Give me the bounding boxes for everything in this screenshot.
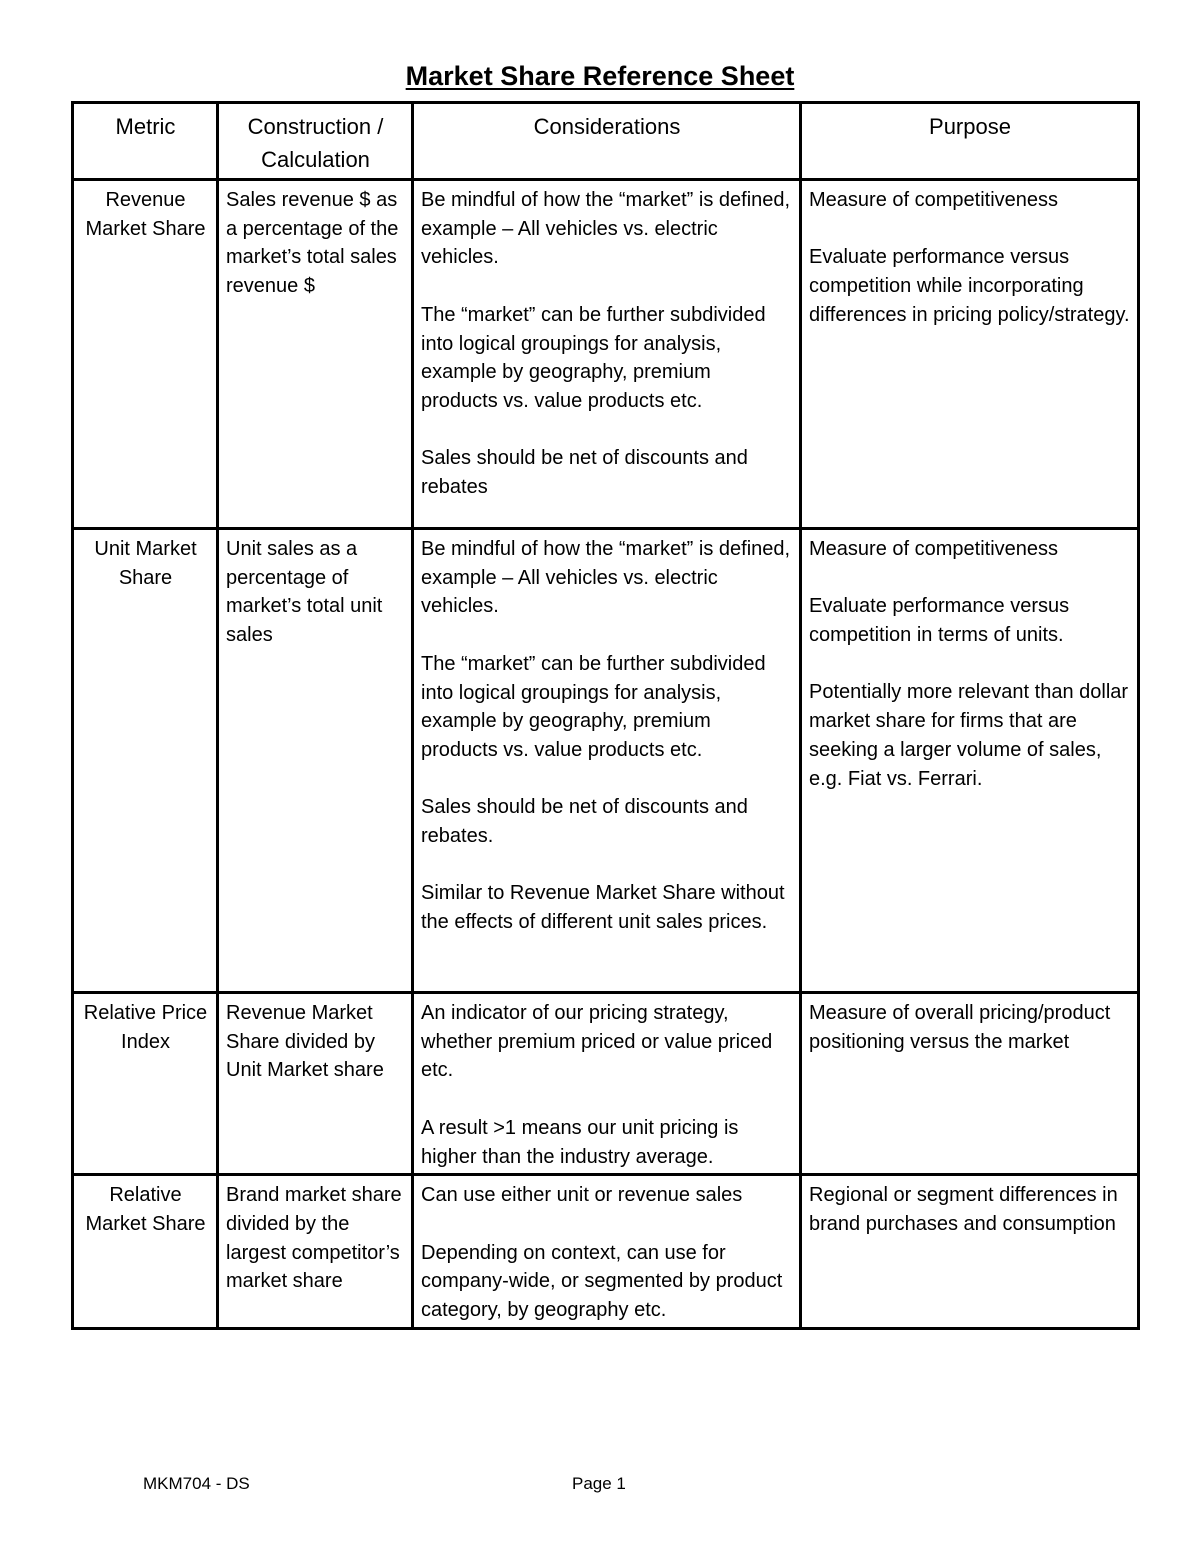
purpose-cell: [801, 993, 1139, 1175]
purpose-paragraph: Measure of competitiveness: [809, 189, 1059, 211]
considerations-cell: [413, 1175, 801, 1329]
header-purpose: Purpose: [801, 103, 1139, 180]
purpose-paragraph: Evaluate performance versus competition while incorporating differences in pricing policy/strategy.: [809, 246, 1130, 326]
construction-cell: Unit sales as a percentage of market’s total unit sales: [218, 529, 413, 993]
purpose-cell: [801, 1175, 1139, 1329]
consideration-paragraph: Can use either unit or revenue sales: [421, 1184, 743, 1207]
construction-cell: Sales revenue $ as a percentage of the market’s total sales revenue $: [218, 180, 413, 529]
consideration-paragraph: Sales should be net of discounts and rebates.: [421, 796, 748, 847]
consideration-paragraph: Similar to Revenue Market Share without the effects of different unit sales prices.: [421, 882, 785, 934]
consideration-paragraph: A result >1 means our unit pricing is higher than the industry average.: [421, 1116, 739, 1168]
purpose-paragraph: Evaluate performance versus competition in terms of units.: [809, 595, 1070, 647]
metric-cell: Revenue Market Share: [73, 180, 218, 529]
construction-cell: Revenue Market Share divided by Unit Market share: [218, 993, 413, 1175]
header-metric: Metric: [73, 103, 218, 180]
header-construction: Construction / Calculation: [218, 103, 413, 180]
considerations-cell: [413, 529, 801, 993]
consideration-paragraph: The “market” can be further subdivided into logical groupings for analysis, example by geography, premium products vs. value products etc.: [421, 303, 766, 412]
consideration-paragraph: Be mindful of how the “market” is defined, example – All vehicles vs. electric vehicles.: [421, 189, 791, 269]
reference-table: [71, 101, 1140, 1330]
footer-page-number: Page 1: [572, 1474, 626, 1493]
footer-course-code: MKM704 - DS: [143, 1474, 250, 1493]
purpose-cell: [801, 180, 1139, 529]
table-row: [73, 529, 1139, 993]
purpose-paragraph: Measure of competitiveness: [809, 538, 1059, 560]
header-row: [73, 103, 1139, 180]
purpose-cell: [801, 529, 1139, 993]
table-row: [73, 180, 1139, 529]
consideration-paragraph: Be mindful of how the “market” is defined, example – All vehicles vs. electric vehicles.: [421, 538, 791, 618]
consideration-paragraph: Sales should be net of discounts and rebates: [421, 447, 748, 498]
purpose-paragraph: Regional or segment differences in brand purchases and consumption: [809, 1184, 1118, 1235]
construction-cell: Brand market share divided by the largest competitor’s market share: [218, 1175, 413, 1329]
consideration-paragraph: Depending on context, can use for company-wide, or segmented by product category, by geography etc.: [421, 1241, 783, 1321]
consideration-paragraph: The “market” can be further subdivided into logical groupings for analysis, example by geography, premium products vs. value products etc.: [421, 652, 766, 761]
header-considerations: Considerations: [413, 103, 801, 180]
table-row: [73, 1175, 1139, 1329]
consideration-paragraph: An indicator of our pricing strategy, whether premium priced or value priced etc.: [421, 1002, 773, 1082]
considerations-cell: [413, 180, 801, 529]
purpose-paragraph: Measure of overall pricing/product positioning versus the market: [809, 1002, 1111, 1053]
purpose-paragraph: Potentially more relevant than dollar market share for firms that are seeking a larger volume of sales, e.g. Fiat vs. Ferrari.: [809, 681, 1129, 790]
table-row: [73, 993, 1139, 1175]
page-title: Market Share Reference Sheet: [405, 61, 795, 91]
metric-cell: Relative Price Index: [73, 993, 218, 1175]
metric-cell: Relative Market Share: [73, 1175, 218, 1329]
considerations-cell: [413, 993, 801, 1175]
metric-cell: Unit Market Share: [73, 529, 218, 993]
